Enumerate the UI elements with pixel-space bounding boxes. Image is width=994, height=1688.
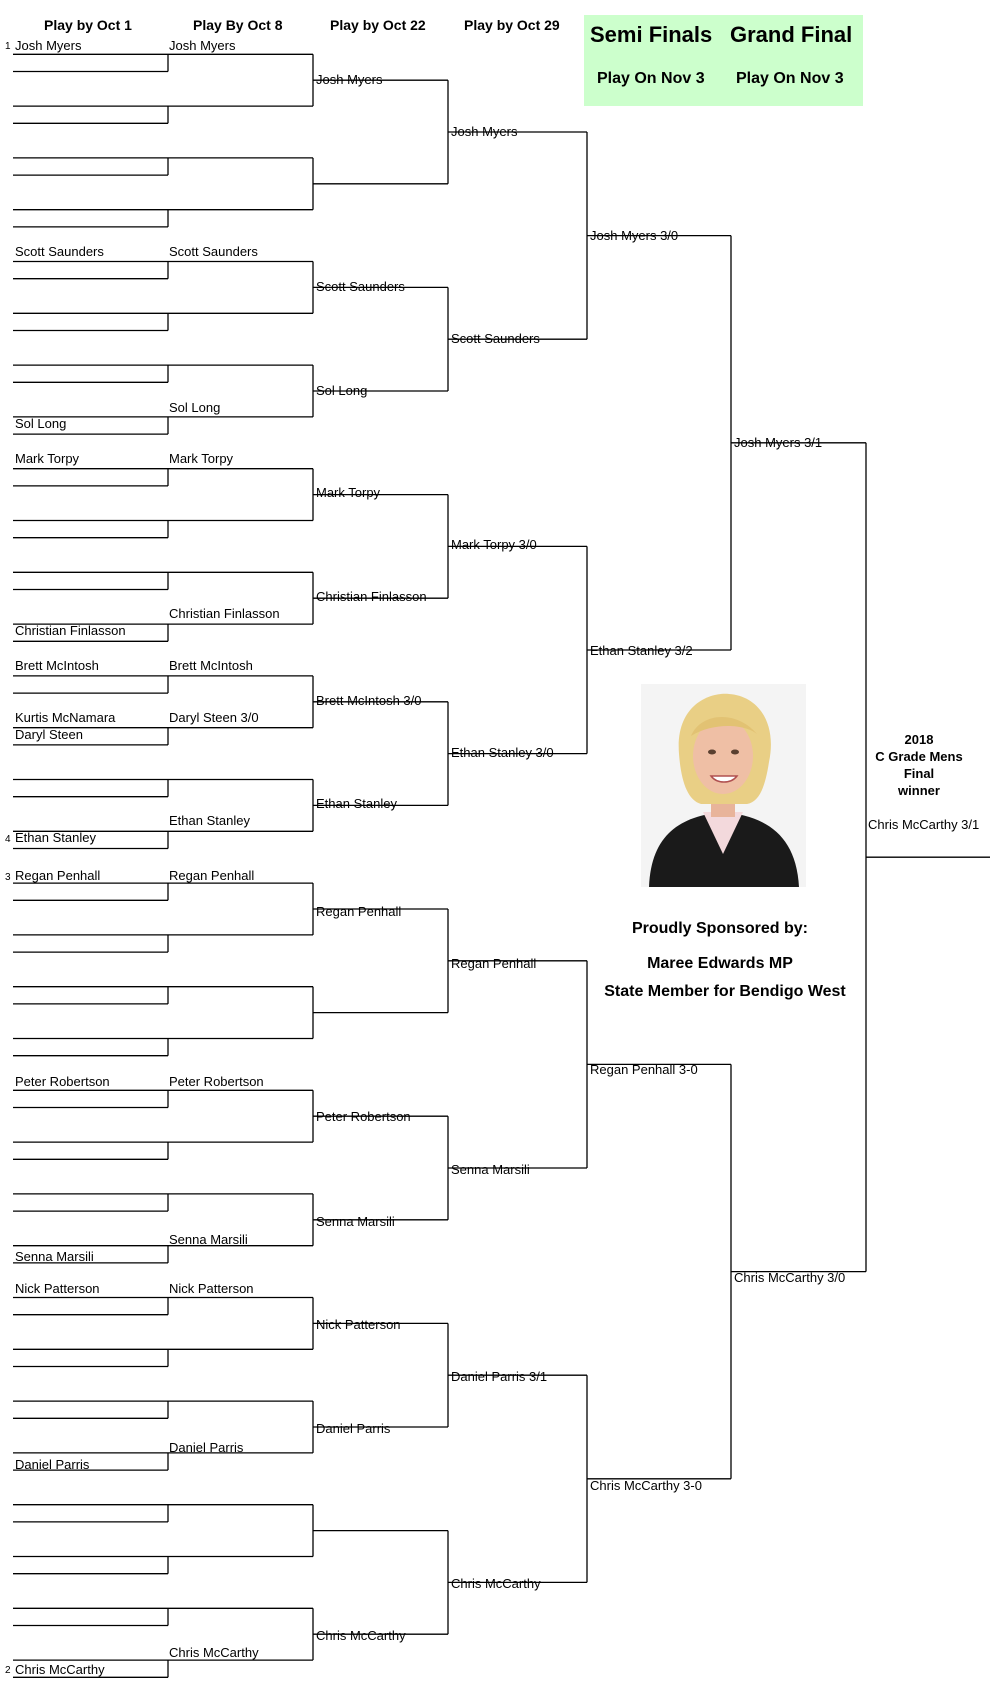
r1-player: Kurtis McNamara [15, 710, 116, 725]
r3-player: Mark Torpy [316, 485, 381, 500]
r2-player: Scott Saunders [169, 244, 258, 259]
r2-player: Daniel Parris [169, 1440, 244, 1455]
r1-player: Christian Finlasson [15, 623, 126, 638]
r5-player: Regan Penhall 3-0 [590, 1062, 698, 1077]
r1-player: Mark Torpy [15, 451, 80, 466]
r4-player: Regan Penhall [451, 956, 537, 971]
semi-finals-date: Play On Nov 3 [597, 70, 705, 87]
sponsor-line-2: Maree Edwards MP [647, 955, 793, 972]
r2-player: Nick Patterson [169, 1281, 254, 1296]
r2-player: Sol Long [169, 400, 221, 415]
r3-player: Scott Saunders [316, 279, 405, 294]
r1-player: Ethan Stanley [15, 830, 96, 845]
r2-player: Regan Penhall [169, 868, 255, 883]
r1-player: Peter Robertson [15, 1074, 110, 1089]
r1-player: Regan Penhall [15, 868, 101, 883]
r1-player: Sol Long [15, 416, 67, 431]
r3-player: Ethan Stanley [316, 796, 397, 811]
r3-player: Daniel Parris [316, 1421, 391, 1436]
seed-1: 1 [5, 41, 11, 52]
r1-player: Nick Patterson [15, 1281, 100, 1296]
seed-3: 3 [5, 872, 11, 883]
r2-player: Ethan Stanley [169, 813, 250, 828]
r4-player: Scott Saunders [451, 331, 540, 346]
r1-player: Daniel Parris [15, 1457, 90, 1472]
sponsor-line-3: State Member for Bendigo West [604, 983, 846, 1000]
r1-player: Chris McCarthy [15, 1662, 105, 1677]
r4-player: Josh Myers [451, 124, 518, 139]
semi-finals-title: Semi Finals [590, 22, 713, 47]
seed-4: 4 [5, 834, 11, 845]
r1-player: Daryl Steen [15, 727, 83, 742]
r5-player: Ethan Stanley 3/2 [590, 643, 693, 658]
grand-final-title: Grand Final [730, 22, 853, 47]
r3-player: Regan Penhall [316, 904, 402, 919]
semi-winner: Chris McCarthy 3/0 [734, 1270, 846, 1285]
r2-player: Josh Myers [169, 38, 236, 53]
r3-player: Christian Finlasson [316, 589, 427, 604]
r2-player: Christian Finlasson [169, 606, 280, 621]
r3-player: Nick Patterson [316, 1317, 401, 1332]
r2-player: Mark Torpy [169, 451, 234, 466]
final-winner-label: winner [898, 783, 940, 798]
r3-player: Sol Long [316, 383, 368, 398]
r5-player: Josh Myers 3/0 [590, 228, 679, 243]
r4-player: Mark Torpy 3/0 [451, 537, 537, 552]
final-label: Final [903, 766, 935, 781]
r1-player: Scott Saunders [15, 244, 104, 259]
round3-header: Play by Oct 22 [330, 17, 426, 33]
final-grade: C Grade Mens [875, 749, 963, 764]
r1-player: Brett McIntosh [15, 658, 99, 673]
r4-player: Ethan Stanley 3/0 [451, 745, 554, 760]
final-year: 2018 [904, 732, 934, 747]
r4-player: Chris McCarthy [451, 1576, 541, 1591]
round4-header: Play by Oct 29 [464, 17, 560, 33]
r3-player: Josh Myers [316, 72, 383, 87]
r3-player: Senna Marsili [316, 1214, 395, 1229]
r3-player: Peter Robertson [316, 1109, 411, 1124]
r1-player: Josh Myers [15, 38, 82, 53]
semi-winner: Josh Myers 3/1 [734, 435, 823, 450]
r2-player: Senna Marsili [169, 1232, 248, 1247]
r5-player: Chris McCarthy 3-0 [590, 1478, 702, 1493]
seed-2: 2 [5, 1665, 11, 1676]
r4-player: Daniel Parris 3/1 [451, 1369, 548, 1384]
r3-player: Brett McIntosh 3/0 [316, 693, 422, 708]
r2-player: Brett McIntosh [169, 658, 253, 673]
r2-player: Chris McCarthy [169, 1645, 259, 1660]
sponsor-line-1: Proudly Sponsored by: [631, 920, 808, 937]
r1-player: Senna Marsili [15, 1249, 94, 1264]
r2-player: Daryl Steen 3/0 [169, 710, 259, 725]
r3-player: Chris McCarthy [316, 1628, 406, 1643]
round2-header: Play By Oct 8 [193, 17, 283, 33]
round1-header: Play by Oct 1 [44, 17, 132, 33]
champion: Chris McCarthy 3/1 [868, 817, 980, 832]
r4-player: Senna Marsili [451, 1162, 530, 1177]
grand-final-date: Play On Nov 3 [736, 70, 844, 87]
sponsor-photo [641, 684, 806, 887]
r2-player: Peter Robertson [169, 1074, 264, 1089]
